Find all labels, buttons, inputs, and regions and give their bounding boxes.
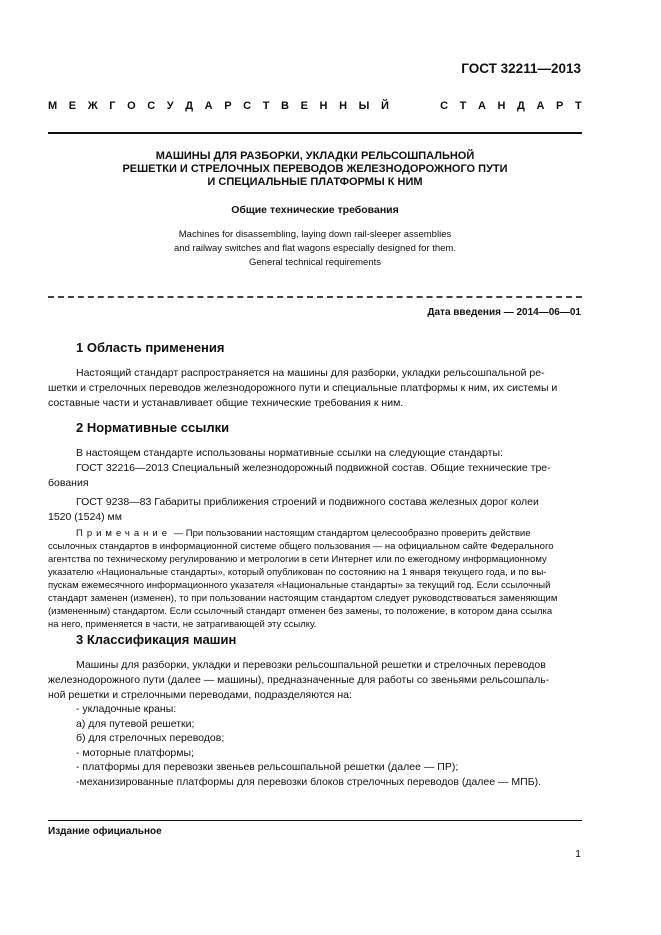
list-item: -механизированные платформы для перевозки блоков стрелочных переводов (далее — МПБ).: [76, 775, 542, 788]
official-edition-label: Издание официальное: [48, 826, 162, 837]
note-line: стандарт заменен (изменен), то при пользовании настоящим стандартом следует руководствоваться заменяющим: [48, 593, 558, 604]
english-title-line: General technical requirements: [248, 257, 381, 268]
list-item: - платформы для перевозки звеньев рельсошпальной решетки (далее — ПР);: [76, 761, 459, 773]
section-1-heading: 1 Область применения: [76, 340, 225, 355]
list-item: - укладочные краны:: [76, 703, 177, 715]
note-line: (измененным) стандартом. Если ссылочный стандарт отменен без замены, то положение, в котором дана ссылка: [48, 606, 553, 617]
document-title: [80, 150, 550, 189]
english-title: [80, 228, 550, 270]
title-divider: [48, 296, 582, 298]
text-line: железнодорожного пути (далее — машины), предназначенные для работы со звеньями рельсошпаль-: [48, 674, 550, 686]
banner-letter: С: [147, 100, 156, 112]
interstate-standard-banner: [48, 100, 582, 112]
reference-line: ГОСТ 32216—2013 Специальный железнодорожный подвижной состав. Общие технические тре-: [76, 462, 551, 474]
page-number: 1: [575, 848, 581, 860]
note-line: указателю «Национальные стандарты», который опубликован по состоянию на 1 января текущего года, и по вы-: [48, 567, 547, 578]
banner-letter: Г: [109, 100, 116, 112]
banner-letter: Т: [262, 100, 270, 112]
standard-number: ГОСТ 32211—2013: [461, 61, 581, 76]
note-label: Примечание: [76, 528, 171, 539]
section-3-paragraph: [48, 658, 582, 703]
banner-letter: Н: [339, 100, 348, 112]
text-line: Машины для разборки, укладки и перевозки рельсошпальной решетки и стрелочных переводов: [76, 659, 546, 671]
reference-line: 1520 (1524) мм: [48, 511, 122, 523]
note-line: на него, применяется в части, не затрагивающей эту ссылку.: [48, 619, 317, 630]
banner-letter: С: [243, 100, 252, 112]
title-line: МАШИНЫ ДЛЯ РАЗБОРКИ, УКЛАДКИ РЕЛЬСОШПАЛЬНОЙ: [155, 150, 475, 162]
banner-letter: Н: [497, 100, 506, 112]
list-item: а) для путевой решетки;: [76, 717, 195, 730]
banner-letter: Т: [574, 100, 582, 112]
section-2-heading: 2 Нормативные ссылки: [76, 420, 230, 435]
reference-line: ГОСТ 9238—83 Габариты приближения строений и подвижного состава железных дорог колеи: [76, 496, 539, 508]
footer-rule: [48, 820, 582, 821]
banner-letter: В: [281, 100, 289, 112]
list-item: - моторные платформы;: [76, 746, 194, 759]
note-line: [48, 527, 582, 540]
section-1-paragraph: [48, 366, 582, 411]
note-text: — При пользовании настоящим стандартом целесообразно проверить действие: [171, 528, 531, 539]
introduction-date: Дата введения — 2014—06—01: [427, 307, 581, 318]
reference-line: бования: [48, 477, 89, 489]
text-line: шетки и стрелочных переводов железнодорожного пути и специальные платформы к ним, их системы и: [48, 382, 558, 394]
section-2-note: [48, 527, 582, 631]
banner-letter: У: [166, 100, 174, 112]
title-line: РЕШЕТКИ И СТРЕЛОЧНЫХ ПЕРЕВОДОВ ЖЕЛЕЗНОДОРОЖНОГО ПУТИ: [122, 163, 508, 175]
text-line: Настоящий стандарт распространяется на машины для разборки, укладки рельсошпальной ре-: [76, 367, 545, 379]
machine-classification-list: [48, 702, 582, 789]
text-line: составные части и устанавливает общие технические требования к ним.: [48, 397, 404, 409]
header-rule: [48, 132, 582, 134]
banner-letter: Е: [68, 100, 77, 112]
banner-letter: Е: [300, 100, 308, 112]
section-2-references: [48, 446, 582, 525]
section-3-heading: 3 Классификация машин: [76, 632, 237, 647]
banner-letter: Д: [185, 100, 194, 112]
banner-letter: Р: [224, 100, 232, 112]
list-item: б) для стрелочных переводов;: [76, 732, 225, 744]
english-title-line: and railway switches and flat wagons especially designed for them.: [174, 243, 456, 254]
banner-letter: Ж: [87, 100, 98, 112]
text-line: ной решетки и стрелочными переводами, подразделяются на:: [48, 689, 352, 701]
banner-letter: А: [477, 100, 486, 112]
banner-letter: Р: [556, 100, 564, 112]
note-line: агентства по техническому регулированию и метрологии в сети Интернет или по ежегодному информационному: [48, 554, 547, 565]
banner-letter: Н: [319, 100, 328, 112]
note-line: пускам ежемесячного информационного указателя «Национальные стандарты» за текущий год. Если ссылочный: [48, 580, 551, 591]
banner-letter: М: [48, 100, 58, 112]
title-line: И СПЕЦИАЛЬНЫЕ ПЛАТФОРМЫ К НИМ: [207, 176, 423, 188]
banner-letter: А: [536, 100, 545, 112]
english-title-line: Machines for disassembling, laying down rail-sleeper assemblies: [178, 229, 452, 240]
banner-letter: Ы: [358, 100, 370, 112]
note-line: ссылочных стандартов в информационной системе общего пользования — на официальном сайте Федерального: [48, 541, 554, 552]
banner-letter: Й: [380, 100, 389, 112]
banner-letter: О: [127, 100, 136, 112]
banner-letter: А: [204, 100, 213, 112]
banner-letter: Д: [517, 100, 525, 112]
banner-letter: Т: [459, 100, 467, 112]
text-line: В настоящем стандарте использованы нормативные ссылки на следующие стандарты:: [76, 447, 503, 459]
banner-letter: С: [440, 100, 449, 112]
document-subtitle: Общие технические требования: [231, 204, 399, 216]
